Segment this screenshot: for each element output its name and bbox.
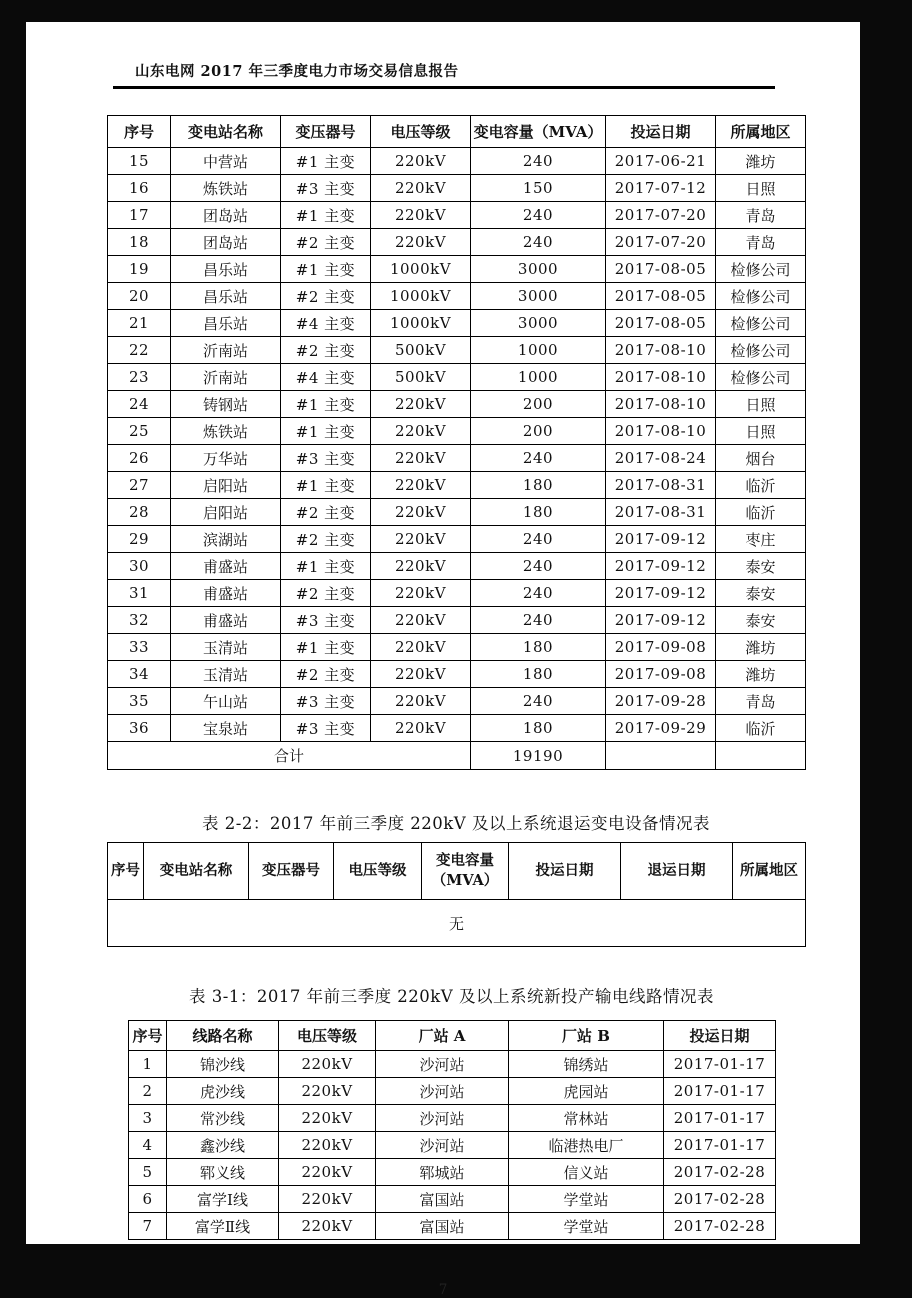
table-cell: 泰安 [716,607,806,634]
table-cell: #1 主变 [281,418,371,445]
table-cell: 沙河站 [376,1078,509,1105]
table-cell: 31 [108,580,171,607]
table-row [108,526,806,553]
table-row [108,688,806,715]
table-cell: 220kV [279,1213,376,1240]
table-cell: 1000kV [371,310,471,337]
table-cell: 240 [471,553,606,580]
retired-substations-table [107,842,806,947]
column-header: 变电容量（MVA） [471,116,606,148]
table-cell: 2017-02-28 [664,1213,776,1240]
table-cell: 玉清站 [171,634,281,661]
column-header: 变电站名称 [144,843,249,900]
column-header: 电压等级 [371,116,471,148]
table-cell: 烟台 [716,445,806,472]
table-cell: 中营站 [171,148,281,175]
table-cell: 2017-02-28 [664,1159,776,1186]
table-cell: 19 [108,256,171,283]
table-cell: 昌乐站 [171,283,281,310]
table-row [108,580,806,607]
table-cell: 240 [471,580,606,607]
table-cell: 炼铁站 [171,418,281,445]
table-cell: 昌乐站 [171,310,281,337]
table-cell: 2017-08-05 [606,256,716,283]
column-header: 投运日期 [664,1021,776,1051]
table-cell: 2017-08-24 [606,445,716,472]
column-header: 变电容量（MVA） [422,843,509,900]
table-cell: #2 主变 [281,580,371,607]
table-row [108,283,806,310]
table-cell: 启阳站 [171,472,281,499]
table-cell: 2017-09-12 [606,526,716,553]
table-cell: 30 [108,553,171,580]
table-cell: 200 [471,418,606,445]
table-cell: #3 主变 [281,445,371,472]
total-row [108,742,806,770]
table-header-row [108,843,806,900]
table-row [108,391,806,418]
running-header-text: 山东电网 2017 年三季度电力市场交易信息报告 [135,63,459,80]
table-row [108,661,806,688]
table-row [108,499,806,526]
table-cell: 郓义线 [167,1159,279,1186]
table-cell: 锦绣站 [509,1051,664,1078]
table-row [108,445,806,472]
table-cell: 1000 [471,337,606,364]
table-cell: 2017-06-21 [606,148,716,175]
total-label: 合计 [108,742,471,770]
table-cell: 枣庄 [716,526,806,553]
table-cell: 220kV [371,472,471,499]
table-row [108,472,806,499]
table-cell: #2 主变 [281,283,371,310]
table-cell: 18 [108,229,171,256]
table-cell: 3000 [471,310,606,337]
table-cell: #4 主变 [281,310,371,337]
table-cell: 26 [108,445,171,472]
table-cell: 2 [129,1078,167,1105]
table-cell: 2017-01-17 [664,1051,776,1078]
table-cell: 240 [471,229,606,256]
table-cell: #2 主变 [281,229,371,256]
table-cell: 3 [129,1105,167,1132]
table-cell: 2017-09-12 [606,553,716,580]
table-cell: 万华站 [171,445,281,472]
table-cell: 富学Ⅱ线 [167,1213,279,1240]
table-cell: 2017-09-08 [606,634,716,661]
table-cell: 沂南站 [171,364,281,391]
table-cell: 220kV [371,175,471,202]
running-header [113,60,775,89]
table-cell: 220kV [371,688,471,715]
table-cell: 1000kV [371,283,471,310]
table-cell: 甫盛站 [171,553,281,580]
table-cell: 宝泉站 [171,715,281,742]
table-cell: 15 [108,148,171,175]
table-cell: 220kV [279,1159,376,1186]
table-cell: 240 [471,148,606,175]
table-cell: 220kV [371,634,471,661]
table-cell: 青岛 [716,202,806,229]
table-row [129,1186,776,1213]
table-row [129,1105,776,1132]
no-data-cell: 无 [108,900,806,947]
table-cell: 7 [129,1213,167,1240]
table-cell: 2017-01-17 [664,1078,776,1105]
table-cell: 180 [471,715,606,742]
table-cell: 500kV [371,337,471,364]
table-cell: 4 [129,1132,167,1159]
table-cell: 150 [471,175,606,202]
table-cell: #1 主变 [281,553,371,580]
retired-table-title: 表 2-2：2017 年前三季度 220kV 及以上系统退运变电设备情况表 [202,814,710,833]
table-row [108,553,806,580]
table-cell: 2017-02-28 [664,1186,776,1213]
table-cell: 日照 [716,391,806,418]
column-header: 厂站 B [509,1021,664,1051]
table-cell: 日照 [716,175,806,202]
table-cell: 180 [471,472,606,499]
table-row [108,607,806,634]
table-cell: 16 [108,175,171,202]
table-cell: 240 [471,607,606,634]
table-cell: #1 主变 [281,256,371,283]
table-cell: #2 主变 [281,337,371,364]
table-cell: 220kV [279,1132,376,1159]
column-header: 电压等级 [279,1021,376,1051]
table-cell: 午山站 [171,688,281,715]
table-cell: #3 主变 [281,607,371,634]
table-cell: 临港热电厂 [509,1132,664,1159]
table-cell: 甫盛站 [171,580,281,607]
table-cell: 220kV [371,607,471,634]
table-cell: 33 [108,634,171,661]
table-cell: 青岛 [716,688,806,715]
table-cell: 2017-08-31 [606,499,716,526]
table-cell: #4 主变 [281,364,371,391]
table-cell: 220kV [371,526,471,553]
table-cell: 220kV [371,445,471,472]
table-cell: 1000 [471,364,606,391]
table-cell: 滨湖站 [171,526,281,553]
table-row [108,229,806,256]
table-cell: 220kV [371,148,471,175]
table-row [108,364,806,391]
table-cell: 沙河站 [376,1105,509,1132]
table-cell: 2017-09-28 [606,688,716,715]
table-cell: 220kV [279,1051,376,1078]
table-cell: 220kV [371,418,471,445]
table-cell: #2 主变 [281,526,371,553]
column-header: 投运日期 [606,116,716,148]
table-cell: 180 [471,499,606,526]
commissioned-substations-table [107,115,806,770]
table-cell: 虎园站 [509,1078,664,1105]
column-header: 所属地区 [716,116,806,148]
table-cell: 潍坊 [716,661,806,688]
table-row [108,418,806,445]
new-lines-table-title: 表 3-1：2017 年前三季度 220kV 及以上系统新投产输电线路情况表 [189,987,714,1006]
table-row [108,337,806,364]
table-cell: 沂南站 [171,337,281,364]
table-cell: 2017-08-10 [606,337,716,364]
table-cell: 玉清站 [171,661,281,688]
table-row [129,1051,776,1078]
table-cell: 220kV [371,553,471,580]
table-cell: 富学Ⅰ线 [167,1186,279,1213]
table-cell: 青岛 [716,229,806,256]
column-header: 序号 [108,116,171,148]
table-row [108,175,806,202]
table-cell: 检修公司 [716,337,806,364]
table-cell: #2 主变 [281,661,371,688]
table-cell: 2017-09-29 [606,715,716,742]
table-cell: 检修公司 [716,283,806,310]
table-cell: 团岛站 [171,202,281,229]
table-cell: 23 [108,364,171,391]
total-capacity-value: 19190 [471,742,606,770]
table-cell: 1 [129,1051,167,1078]
table-cell: 2017-09-12 [606,607,716,634]
table-cell: 富国站 [376,1186,509,1213]
table-cell: 3000 [471,283,606,310]
table-cell: 3000 [471,256,606,283]
table-cell: #3 主变 [281,688,371,715]
table-cell: #3 主变 [281,175,371,202]
table-cell: 团岛站 [171,229,281,256]
table-cell: 500kV [371,364,471,391]
table-cell: 昌乐站 [171,256,281,283]
table-cell: #1 主变 [281,202,371,229]
table-cell: 240 [471,445,606,472]
table-cell: 34 [108,661,171,688]
table-header-row [108,116,806,148]
table-row [129,1213,776,1240]
table-cell: 2017-08-10 [606,418,716,445]
column-header: 序号 [108,843,144,900]
table-cell: 2017-01-17 [664,1105,776,1132]
table-cell: #1 主变 [281,148,371,175]
column-header: 线路名称 [167,1021,279,1051]
document-page [26,22,860,1298]
table-cell: 2017-07-12 [606,175,716,202]
table-cell: 2017-08-05 [606,283,716,310]
table-cell: #2 主变 [281,499,371,526]
empty-cell [716,742,806,770]
table-cell: 220kV [371,202,471,229]
table-cell: 36 [108,715,171,742]
page-number: 7 [438,1282,448,1298]
table-cell: #1 主变 [281,472,371,499]
table-cell: 240 [471,688,606,715]
table-row [129,1132,776,1159]
table-cell: 炼铁站 [171,175,281,202]
table-row [129,1159,776,1186]
table-cell: 200 [471,391,606,418]
table-cell: 2017-07-20 [606,202,716,229]
table-cell: 泰安 [716,553,806,580]
table-cell: 35 [108,688,171,715]
table-cell: 2017-09-08 [606,661,716,688]
table-cell: 启阳站 [171,499,281,526]
table-cell: 潍坊 [716,148,806,175]
table-cell: 240 [471,526,606,553]
table-cell: 220kV [279,1078,376,1105]
table-cell: 沙河站 [376,1132,509,1159]
table-cell: 潍坊 [716,634,806,661]
table-cell: #3 主变 [281,715,371,742]
table-cell: 20 [108,283,171,310]
table-cell: #1 主变 [281,391,371,418]
table-cell: 220kV [279,1186,376,1213]
table-cell: 沙河站 [376,1051,509,1078]
table-cell: 2017-08-10 [606,391,716,418]
table-row [108,148,806,175]
table-cell: 17 [108,202,171,229]
table-cell: 铸钢站 [171,391,281,418]
table-cell: 220kV [371,391,471,418]
table-cell: 180 [471,661,606,688]
table-cell: 常林站 [509,1105,664,1132]
table-row [108,715,806,742]
table-cell: 虎沙线 [167,1078,279,1105]
table-row [108,202,806,229]
column-header: 厂站 A [376,1021,509,1051]
column-header: 序号 [129,1021,167,1051]
column-header: 投运日期 [509,843,621,900]
table-cell: 检修公司 [716,364,806,391]
empty-data-row [108,900,806,947]
table-cell: 2017-08-10 [606,364,716,391]
table-cell: 29 [108,526,171,553]
table-row [108,634,806,661]
table-cell: 临沂 [716,499,806,526]
table-cell: 鑫沙线 [167,1132,279,1159]
table-cell: 检修公司 [716,256,806,283]
empty-cell [606,742,716,770]
table-cell: 甫盛站 [171,607,281,634]
column-header: 退运日期 [621,843,733,900]
table-cell: 28 [108,499,171,526]
table-cell: 信义站 [509,1159,664,1186]
table-row [108,256,806,283]
table-cell: 180 [471,634,606,661]
new-transmission-lines-table [128,1020,776,1240]
column-header: 变压器号 [249,843,334,900]
table-cell: 220kV [371,661,471,688]
table-cell: 1000kV [371,256,471,283]
table-cell: 240 [471,202,606,229]
table-header-row [129,1021,776,1051]
table-cell: 32 [108,607,171,634]
table-cell: 2017-08-31 [606,472,716,499]
table-cell: 学堂站 [509,1186,664,1213]
table-cell: 学堂站 [509,1213,664,1240]
table-cell: 临沂 [716,472,806,499]
table-cell: 临沂 [716,715,806,742]
column-header: 变电站名称 [171,116,281,148]
table-cell: 郓城站 [376,1159,509,1186]
table-cell: 27 [108,472,171,499]
table-cell: 220kV [371,499,471,526]
table-cell: 泰安 [716,580,806,607]
table-cell: 锦沙线 [167,1051,279,1078]
table-cell: 5 [129,1159,167,1186]
table-cell: 220kV [371,580,471,607]
table-cell: 2017-08-05 [606,310,716,337]
table-cell: 富国站 [376,1213,509,1240]
table-cell: 21 [108,310,171,337]
table-cell: 检修公司 [716,310,806,337]
table-cell: 22 [108,337,171,364]
column-header: 所属地区 [733,843,806,900]
table-cell: 2017-09-12 [606,580,716,607]
table-cell: 24 [108,391,171,418]
table-cell: 25 [108,418,171,445]
table-row [108,310,806,337]
table-cell: 220kV [279,1105,376,1132]
table-cell: #1 主变 [281,634,371,661]
table-cell: 常沙线 [167,1105,279,1132]
table-row [129,1078,776,1105]
table-cell: 6 [129,1186,167,1213]
table-cell: 220kV [371,715,471,742]
column-header: 变压器号 [281,116,371,148]
table-cell: 日照 [716,418,806,445]
column-header: 电压等级 [334,843,422,900]
table-cell: 2017-01-17 [664,1132,776,1159]
table-cell: 2017-07-20 [606,229,716,256]
table-cell: 220kV [371,229,471,256]
